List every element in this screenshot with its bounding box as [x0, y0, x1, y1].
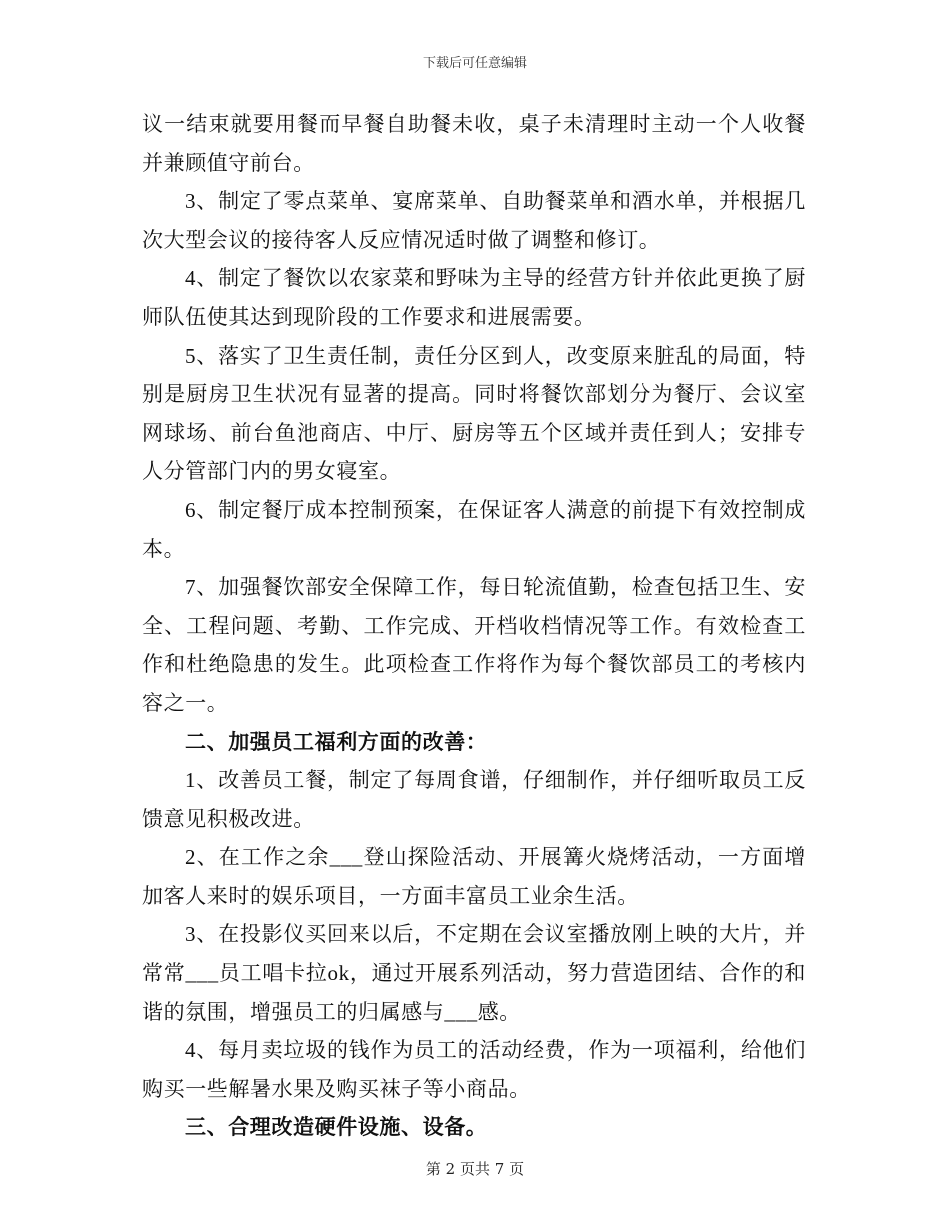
paragraph-item-3: 3、制定了零点菜单、宴席菜单、自助餐菜单和酒水单，并根据几次大型会议的接待客人反应情况适时做了调整和修订。: [142, 189, 806, 252]
page-number: 第 2 页共 7 页: [425, 1160, 525, 1178]
document-body: [142, 105, 806, 1147]
paragraph-item-7: 7、加强餐饮部安全保障工作，每日轮流值勤，检查包括卫生、安全、工程问题、考勤、工作完成、开档收档情况等工作。有效检查工作和杜绝隐患的发生。此项检查工作将作为每个餐饮部员工的考核内容之一。: [142, 575, 806, 715]
paragraph-welfare-1: 1、改善员工餐，制定了每周食谱，仔细制作，并仔细听取员工反馈意见积极改进。: [142, 768, 806, 831]
paragraph-item-4: 4、制定了餐饮以农家菜和野味为主导的经营方针并依此更换了厨师队伍使其达到现阶段的工作要求和进展需要。: [142, 266, 806, 329]
paragraph-item-6: 6、制定餐厅成本控制预案，在保证客人满意的前提下有效控制成本。: [142, 497, 806, 561]
paragraph-welfare-2: 2、在工作之余___登山探险活动、开展篝火烧烤活动，一方面增加客人来时的娱乐项目，一方面丰富员工业余生活。: [142, 845, 806, 908]
section-heading-2: 二、加强员工福利方面的改善：: [185, 729, 488, 754]
paragraph-welfare-3: 3、在投影仪买回来以后，不定期在会议室播放刚上映的大片，并常常___员工唱卡拉ok，通过开展系列活动，努力营造团结、合作的和谐的氛围，增强员工的归属感与___感。: [142, 922, 806, 1024]
paragraph-welfare-4: 4、每月卖垃圾的钱作为员工的活动经费，作为一项福利，给他们购买一些解暑水果及购买袜子等小商品。: [142, 1038, 806, 1101]
paragraph-item-5: 5、落实了卫生责任制，责任分区到人，改变原来脏乱的局面，特别是厨房卫生状况有显著的提高。同时将餐饮部划分为餐厅、会议室网球场、前台鱼池商店、中厅、厨房等五个区域并责任到人；安排专人分管部门内的男女寝室。: [142, 343, 806, 484]
section-heading-3: 三、合理改造硬件设施、设备。: [185, 1115, 488, 1140]
paragraph-continuation: 议一结束就要用餐而早餐自助餐未收，桌子未清理时主动一个人收餐并兼顾值守前台。: [142, 112, 806, 175]
page-header-note: 下载后可任意编辑: [422, 56, 527, 71]
